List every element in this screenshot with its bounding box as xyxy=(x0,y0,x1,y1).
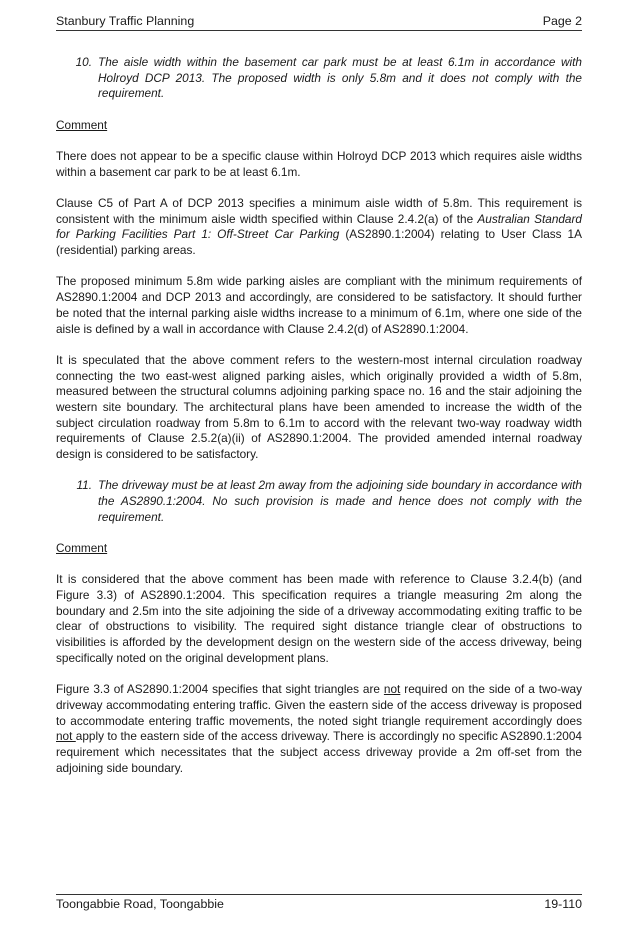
paragraph-4: It is speculated that the above comment refers to the western-most internal circulation roadway connecting the two east-west aligned parking aisles, which originally provided a width of 5.8m, measured between the structural columns adjoining parking space no. 16 and the stair adjoining the western site boundary. The architectural plans have been amended to increase the width of the subject circulation roadway from 5.8m to 6.1m to accord with the relevant two-way roadway width requirements of Clause 2.5.2(a)(ii) of AS2890.1:2004. The provided amended internal roadway design is considered to be satisfactory. xyxy=(56,352,582,462)
page-header xyxy=(56,14,582,31)
comment-heading xyxy=(56,541,582,557)
standard-title: Australian Standard for Parking Facilities Part 1: Off-Street Car Parking xyxy=(56,211,582,242)
header-page-number: Page 2 xyxy=(542,14,582,28)
header-company: Stanbury Traffic Planning xyxy=(56,14,195,28)
paragraph-2-part-c: (AS2890.1:2004) relating to User Class 1A (residential) parking areas. xyxy=(56,227,582,258)
paragraph-2 xyxy=(56,196,582,259)
numbered-item-10 xyxy=(56,55,582,102)
paragraph-1: There does not appear to be a specific clause within Holroyd DCP 2013 which requires aisle widths within a basement car park to be at least 6.1m. xyxy=(56,149,582,179)
footer-location: Toongabbie Road, Toongabbie xyxy=(56,897,224,911)
paragraph-3: The proposed minimum 5.8m wide parking aisles are compliant with the minimum requirements of AS2890.1:2004 and DCP 2013 and accordingly, are considered to be satisfactory. It should further be noted that the internal parking aisle widths increase to a minimum of 6.1m, where one side of the aisle is defined by a wall in accordance with Clause 2.4.2(d) of AS2890.1:2004. xyxy=(56,274,582,336)
paragraph-6-part-e: apply to the eastern side of the access driveway. There is accordingly no specific AS2890.1:2004 requirement which necessitates that the subject access driveway provide a 2m off-set from the adjoining side boundary. xyxy=(56,729,582,775)
comment-heading xyxy=(56,118,582,134)
page-content xyxy=(56,55,582,792)
item-text: The driveway must be at least 2m away from the adjoining side boundary in accordance with the AS2890.1:2004. No such provision is made and hence does not comply with the requirement. xyxy=(98,478,582,524)
underlined-not: not xyxy=(56,729,76,744)
paragraph-5: It is considered that the above comment has been made with reference to Clause 3.2.4(b) (and Figure 3.3) of AS2890.1:2004. This specification requires a triangle measuring 2m along the boundary and 2.5m into the site adjoining the side of a driveway accommodating exiting traffic to be clear of obstructions to visibility. The required sight distance triangle clear of obstructions to visibilities is afforded by the development design on the western side of the access driveway, being specifically noted on the original development plans. xyxy=(56,572,582,665)
item-text: The aisle width within the basement car park must be at least 6.1m in accordance with Holroyd DCP 2013. The proposed width is only 5.8m and it does not comply with the requirement. xyxy=(98,55,582,101)
paragraph-2-part-a: Clause C5 of Part A of DCP 2013 specifies a minimum aisle width of 5.8m. This requirement is consistent with the minimum aisle width specified within Clause 2.4.2(a) of the xyxy=(56,196,582,226)
comment-heading-text: Comment xyxy=(56,541,108,556)
paragraph-6 xyxy=(56,682,582,776)
page-footer xyxy=(56,894,582,911)
paragraph-6-part-c: required on the side of a two-way driveway accommodating entering traffic. Given the eastern side of the access driveway is proposed to accommodate entering traffic movements, the noted sight triangle requirement accordingly does xyxy=(56,682,582,728)
footer-reference: 19-110 xyxy=(544,897,582,911)
underlined-not: not xyxy=(383,682,401,697)
item-number: 11. xyxy=(76,478,92,493)
comment-heading-text: Comment xyxy=(56,117,108,132)
numbered-item-11 xyxy=(56,478,582,525)
paragraph-6-part-a: Figure 3.3 of AS2890.1:2004 specifies that sight triangles are xyxy=(56,682,384,697)
document-page xyxy=(56,0,582,925)
item-number: 10. xyxy=(75,55,92,69)
